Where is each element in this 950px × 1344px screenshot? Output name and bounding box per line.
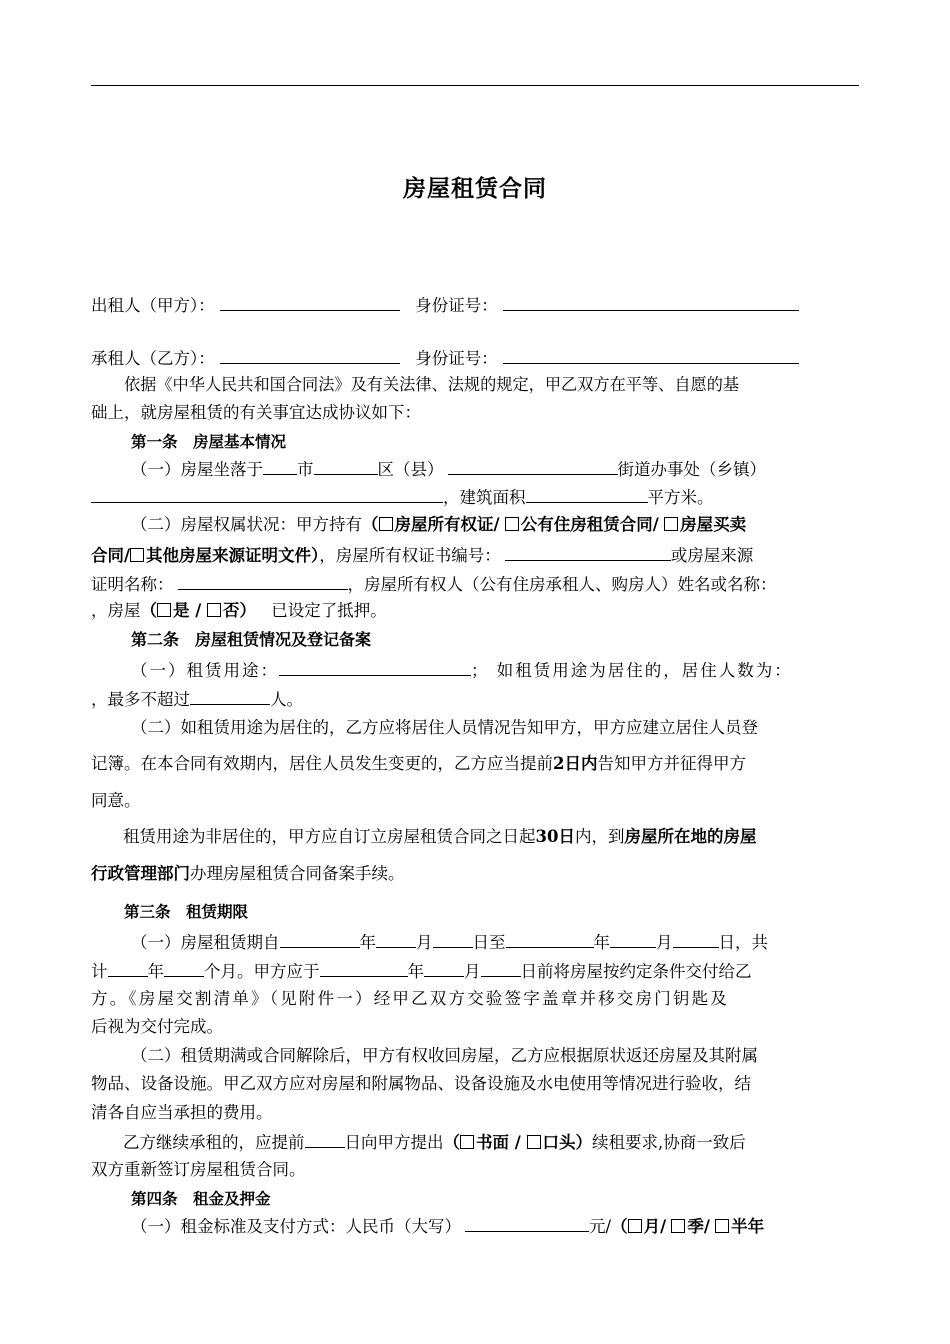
delivery-month-field[interactable] [424, 958, 464, 977]
area-field[interactable] [526, 484, 648, 503]
art1-area-line: ，建筑面积 平方米。 [91, 484, 859, 510]
total-months-field[interactable] [164, 958, 204, 977]
renewal-days-field[interactable] [305, 1129, 345, 1148]
checkbox-written[interactable] [460, 1135, 474, 1149]
art2-registry-line-3: 同意。 [91, 791, 141, 810]
art3-term-line-3: 方。《房屋交割清单》（见附件一）经甲乙双方交验签字盖章并移交房门钥匙及 [91, 989, 729, 1008]
rent-amount-field[interactable] [465, 1213, 589, 1232]
checkbox-mortgage-yes[interactable] [157, 603, 171, 617]
art3-term-line-4: 后视为交付完成。 [91, 1017, 223, 1036]
max-occupants-field[interactable] [190, 686, 270, 705]
checkbox-monthly[interactable] [628, 1219, 642, 1233]
document-title: 房屋租赁合同 [403, 175, 547, 202]
checkbox-mortgage-no[interactable] [207, 603, 221, 617]
art3-expiry-line-2: 物品、设备设施。甲乙双方应对房屋和附属物品、设备设施及水电使用等情况进行验收，结 [91, 1074, 751, 1093]
lease-purpose-field[interactable] [279, 657, 471, 676]
start-day-field[interactable] [433, 929, 473, 948]
art3-expiry-line-3: 清各自应当承担的费用。 [91, 1103, 273, 1122]
party-b-id-field[interactable] [503, 345, 799, 364]
art2-filing-line-2: 行政管理部门办理房屋租赁合同备案手续。 [91, 864, 405, 883]
end-year-field[interactable] [506, 929, 594, 948]
intro-line-2: 础上，就房屋租赁的有关事宜达成协议如下： [91, 403, 421, 422]
art2-registry-line-2: 记簿。在本合同有效期内，居住人员发生变更的，乙方应当提前2日内告知甲方并征得甲方 [91, 754, 746, 773]
checkbox-quarterly[interactable] [671, 1219, 685, 1233]
art1-mortgage-line: ，房屋（ 是 / 否） 已设定了抵押。 [91, 601, 387, 620]
proof-name-field[interactable] [178, 571, 348, 590]
city-field[interactable] [263, 456, 297, 475]
art1-location-line: （一）房屋坐落于 市 区（县） 街道办事处（乡镇） [131, 456, 899, 482]
street-field[interactable] [448, 456, 618, 475]
art3-expiry-line-1: （二）租赁期满或合同解除后，甲方有权收回房屋，乙方应根据原状返还房屋及其附属 [131, 1046, 758, 1065]
delivery-day-field[interactable] [481, 958, 521, 977]
checkbox-oral[interactable] [527, 1135, 541, 1149]
art3-term-line-2: 计 年 个月。甲方应于 年 月 日前将房屋按约定条件交付给乙 [91, 958, 859, 984]
checkbox-other-proof[interactable] [130, 548, 144, 562]
art1-ownership-line-2: 合同/ 其他房屋来源证明文件），房屋所有权证书编号： 或房屋来源 [91, 542, 859, 568]
start-month-field[interactable] [376, 929, 416, 948]
end-month-field[interactable] [610, 929, 656, 948]
start-year-field[interactable] [280, 929, 360, 948]
art3-renewal-line-1: 乙方继续承租的，应提前 日向甲方提出（ 书面 / 口头）续租要求,协商一致后 [123, 1129, 891, 1155]
party-a-id-field[interactable] [503, 292, 799, 311]
party-a-name-field[interactable] [220, 292, 400, 311]
article-3-heading: 第三条 租赁期限 [124, 902, 249, 921]
party-b-name-field[interactable] [220, 345, 400, 364]
art2-occupants-line: ，最多不超过 人。 [91, 686, 859, 712]
address-field[interactable] [91, 484, 443, 503]
checkbox-ownership-cert[interactable] [379, 517, 393, 531]
intro-line-1: 依据《中华人民共和国合同法》及有关法律、法规的规定，甲乙双方在平等、自愿的基 [124, 375, 740, 394]
total-years-field[interactable] [108, 958, 148, 977]
article-2-heading: 第二条 房屋租赁情况及登记备案 [131, 630, 372, 649]
header-rule [91, 85, 859, 86]
art2-filing-line-1: 租赁用途为非居住的，甲方应自订立房屋租赁合同之日起30日内，到房屋所在地的房屋 [123, 827, 757, 846]
checkbox-sale-contract[interactable] [664, 517, 678, 531]
district-field[interactable] [314, 456, 378, 475]
cert-number-field[interactable] [505, 542, 671, 561]
art4-rent-line: （一）租金标准及支付方式：人民币（大写） 元/（ 月/ 季/ 半年 [131, 1213, 899, 1239]
article-1-heading: 第一条 房屋基本情况 [131, 432, 287, 451]
art2-purpose-line: （一）租赁用途： ； 如租赁用途为居住的，居住人数为： [131, 657, 899, 683]
checkbox-public-lease[interactable] [505, 517, 519, 531]
art2-registry-line-1: （二）如租赁用途为居住的，乙方应将居住人员情况告知甲方，甲方应建立居住人员登 [131, 718, 758, 737]
party-a-line: 出租人（甲方）： 身份证号： [91, 292, 859, 318]
art1-ownership-line-1: （二）房屋权属状况：甲方持有（ 房屋所有权证/ 公有住房租赁合同/ 房屋买卖 [131, 515, 747, 534]
art1-ownership-line-3: 证明名称： ，房屋所有权人（公有住房承租人、购房人）姓名或名称： [91, 571, 859, 597]
end-day-field[interactable] [673, 929, 719, 948]
article-4-heading: 第四条 租金及押金 [131, 1189, 271, 1208]
party-b-line: 承租人（乙方）： 身份证号： [91, 345, 859, 371]
art3-term-line-1: （一）房屋租赁期自 年 月 日至 年 月 日，共 [131, 929, 899, 955]
delivery-year-field[interactable] [320, 958, 408, 977]
checkbox-half-year[interactable] [715, 1219, 729, 1233]
art3-renewal-line-2: 双方重新签订房屋租赁合同。 [91, 1160, 306, 1179]
